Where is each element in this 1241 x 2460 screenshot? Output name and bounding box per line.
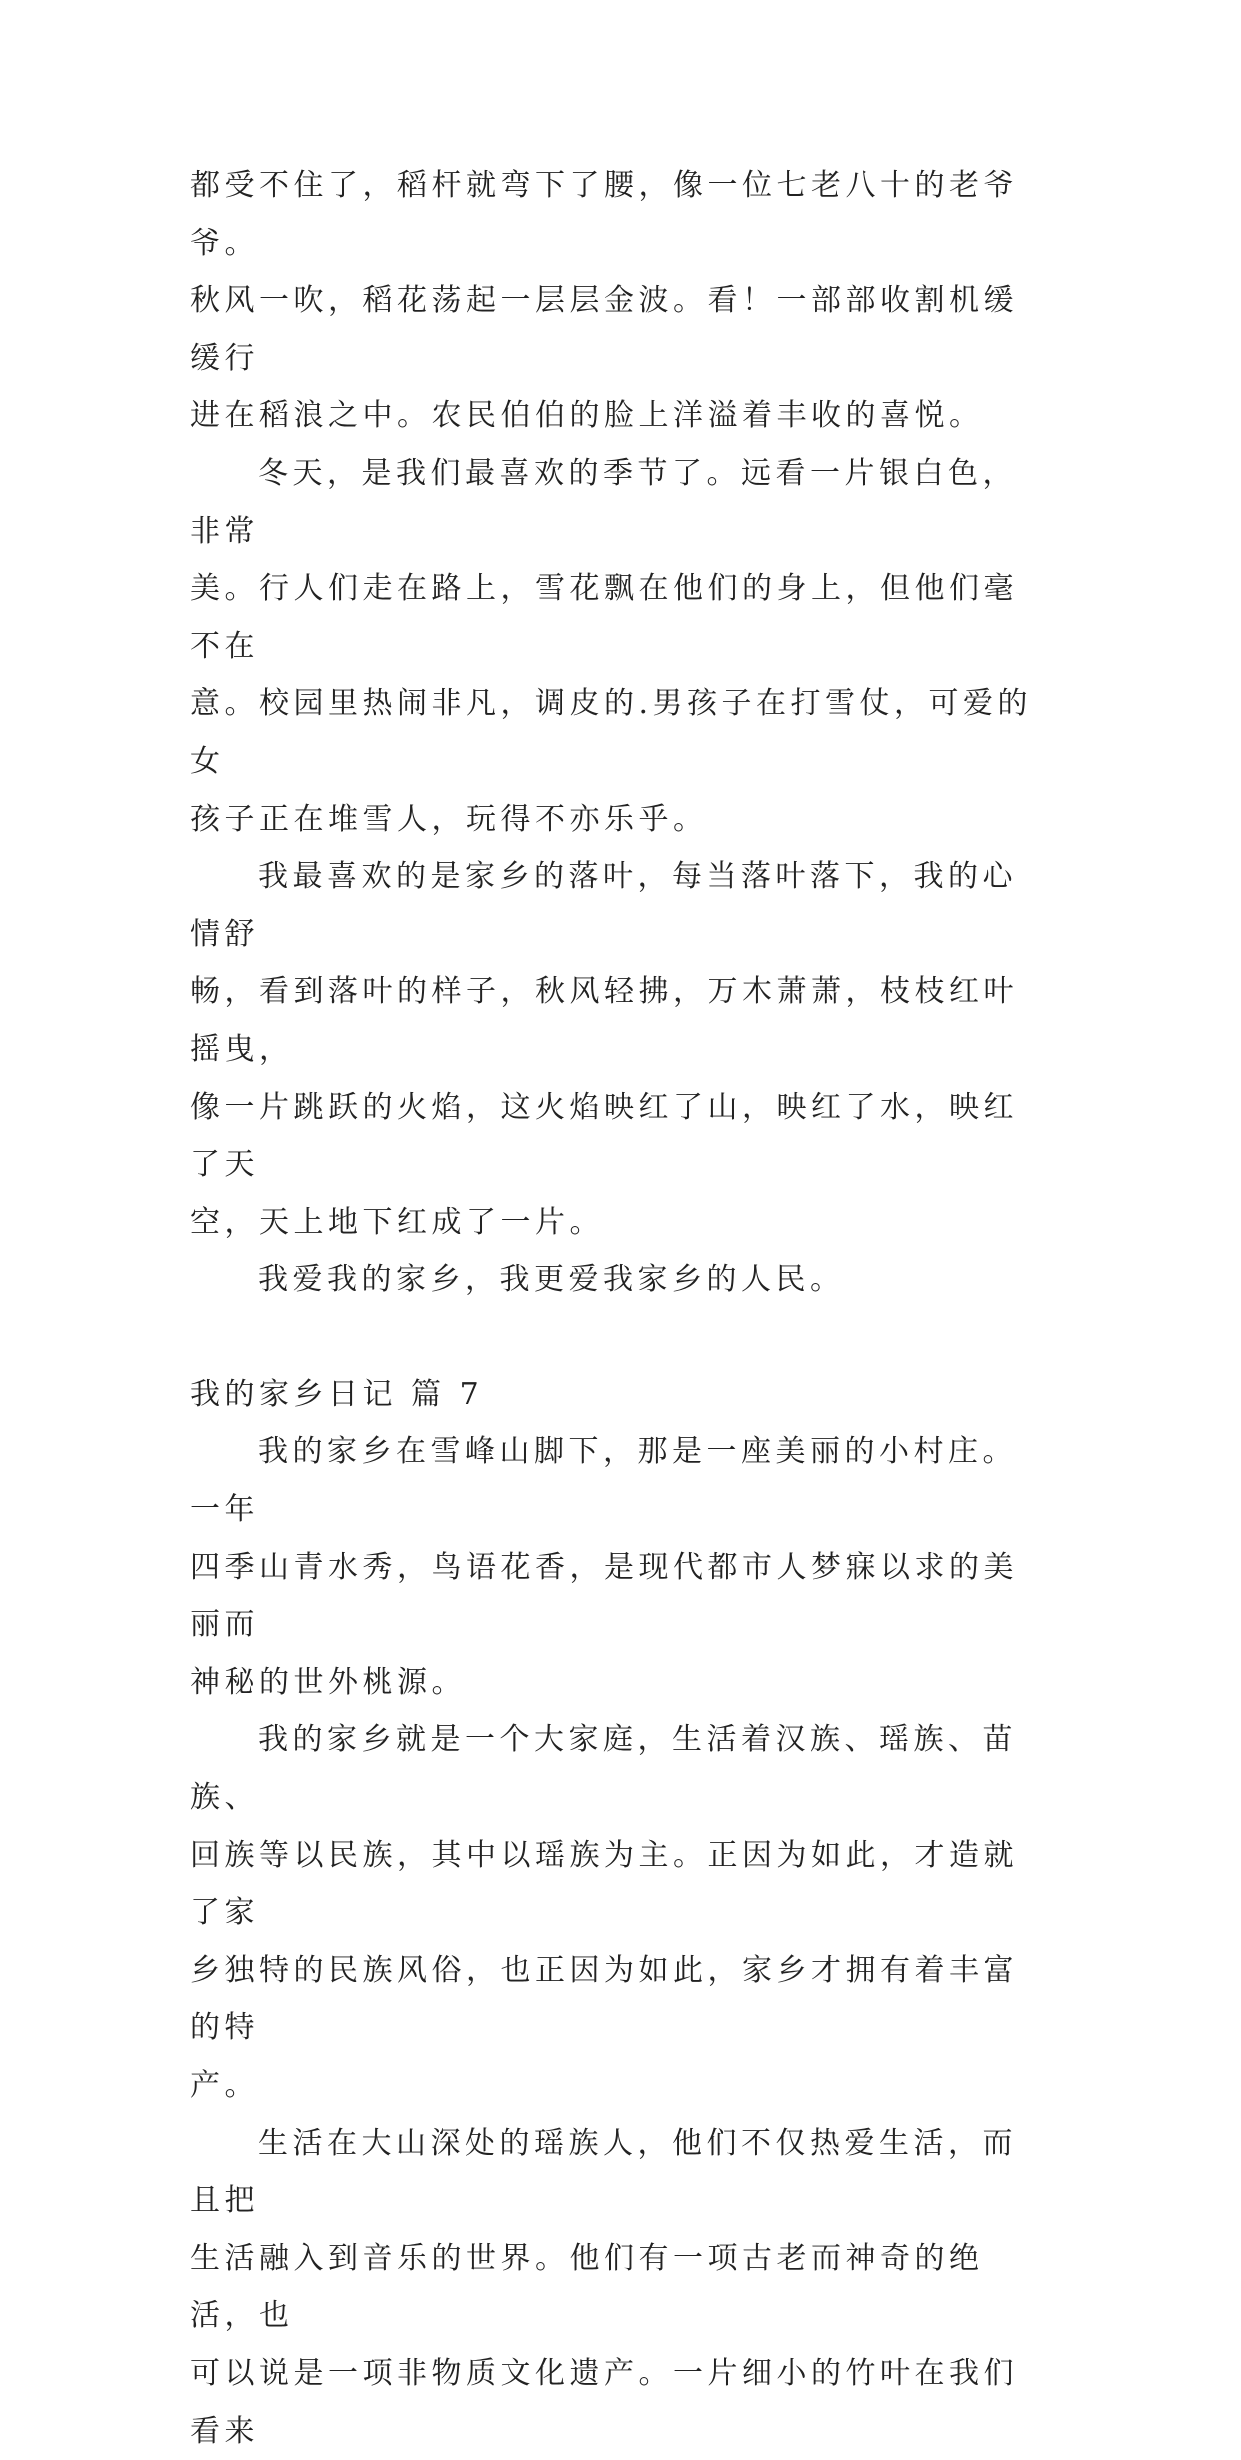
paragraph-winter: 冬天，是我们最喜欢的季节了。远看一片银白色，非常 美。行人们走在路上，雪花飘在他们的身上，但他们毫不在 意。校园里热闹非凡，调皮的.男孩子在打雪仗，可爱的女 孩子正在堆雪人，玩得不亦乐乎。 [190, 455, 1033, 837]
document-body [190, 157, 1050, 2460]
paragraph-xuefeng-mountain: 我的家乡在雪峰山脚下，那是一座美丽的小村庄。一年 四季山青水秀，鸟语花香，是现代都市人梦寐以求的美丽而 神秘的世外桃源。 [190, 1434, 1018, 1700]
paragraph-big-family: 我的家乡就是一个大家庭，生活着汉族、瑶族、苗族、 回族等以民族，其中以瑶族为主。正因为如此，才造就了家 乡独特的民族风俗，也正因为如此，家乡才拥有着丰富的特 产。 [190, 1722, 1018, 2103]
section-title: 我的家乡日记 篇 7 [190, 1376, 484, 1412]
paragraph-yao-people: 生活在大山深处的瑶族人，他们不仅热爱生活，而且把 生活融入到音乐的世界。他们有一项古老而神奇的绝活，也 可以说是一项非物质文化遗产。一片细小的竹叶在我们看来 [190, 2125, 1018, 2449]
paragraph-autumn-rice: 都受不住了，稻杆就弯下了腰，像一位七老八十的老爷爷。 秋风一吹，稻花荡起一层层金波。看！一部部收割机缓缓行 进在稻浪之中。农民伯伯的脸上洋溢着丰收的喜悦。 [190, 168, 1018, 434]
paragraph-love-hometown: 我爱我的家乡，我更爱我家乡的人民。 [258, 1262, 845, 1298]
paragraph-fallen-leaves: 我最喜欢的是家乡的落叶，每当落叶落下，我的心情舒 畅，看到落叶的样子，秋风轻拂，万木萧萧，枝枝红叶摇曳， 像一片跳跃的火焰，这火焰映红了山，映红了水，映红了天 空，天上地下红成了一片。 [190, 859, 1018, 1240]
